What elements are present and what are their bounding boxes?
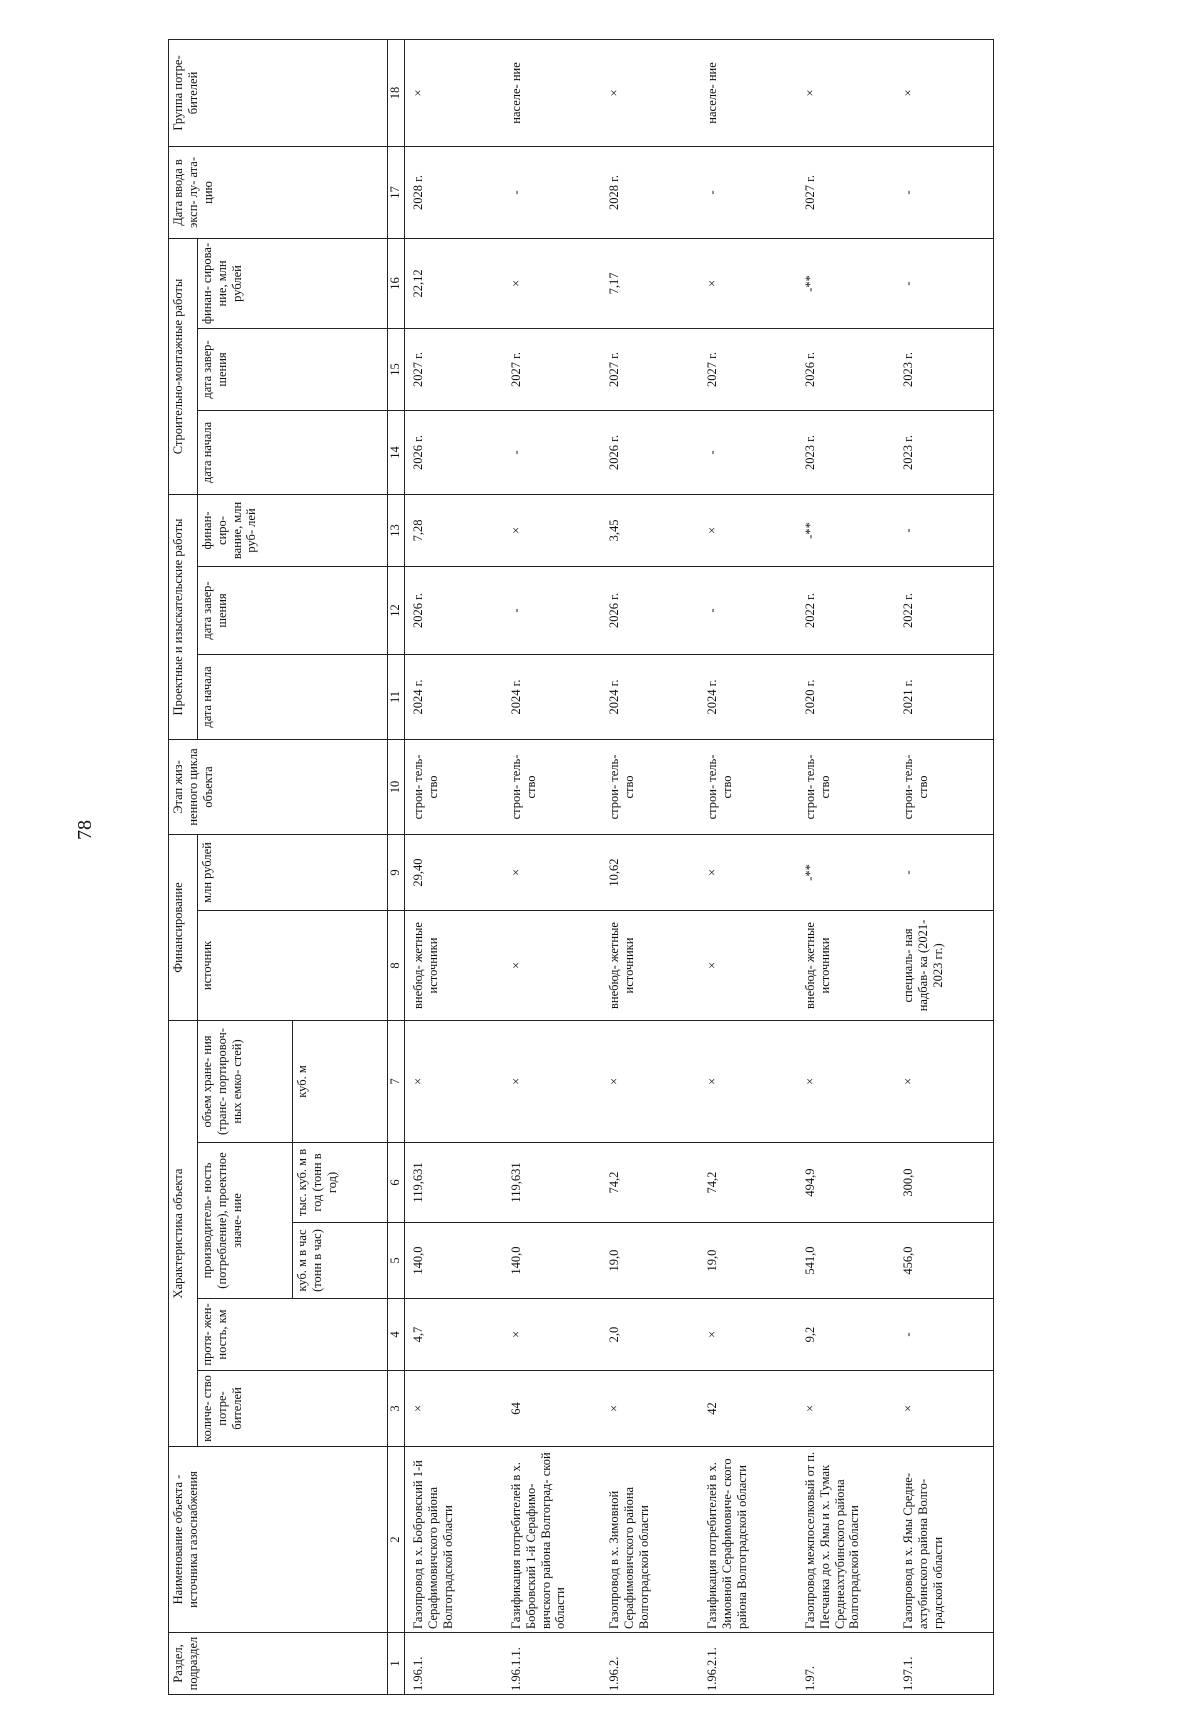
- header-capacity-year: тыс. куб. м в год (тонн в год): [293, 1143, 388, 1223]
- construction-start-cell: 2026 г.: [405, 410, 504, 494]
- column-number: 12: [388, 566, 405, 654]
- construction-start-cell: 2023 г.: [895, 410, 994, 494]
- consumer-group-cell: населе- ние: [699, 39, 797, 146]
- header-design-end: дата завер- шения: [198, 566, 388, 654]
- financing-source-cell: внебюд- жетные источники: [405, 911, 504, 1021]
- table-row: [699, 39, 797, 1694]
- gas-supply-table: [168, 39, 994, 1695]
- commission-date-cell: -: [699, 146, 797, 238]
- design-financing-cell: 7,28: [405, 494, 504, 566]
- object-name: Газопровод в х. Зимовной Серафимовичского района Волгоградской области: [601, 1447, 699, 1633]
- commission-date-cell: 2028 г.: [405, 146, 504, 238]
- construction-start-cell: -: [503, 410, 601, 494]
- storage-cell: ×: [405, 1021, 504, 1143]
- column-number: 7: [388, 1021, 405, 1143]
- header-source: источник: [198, 911, 388, 1021]
- storage-cell: ×: [797, 1021, 895, 1143]
- table-row: [405, 39, 504, 1694]
- column-number: 5: [388, 1223, 405, 1299]
- consumers-count-cell: ×: [895, 1371, 994, 1447]
- financing-source-cell: внебюд- жетные источники: [601, 911, 699, 1021]
- consumers-count-cell: 64: [503, 1371, 601, 1447]
- construction-start-cell: -: [699, 410, 797, 494]
- column-number-row: [388, 39, 405, 1694]
- design-start-cell: 2024 г.: [503, 654, 601, 739]
- header-construction-works: Строительно-монтажные работы: [169, 238, 198, 494]
- construction-financing-cell: ×: [699, 238, 797, 328]
- column-number: 16: [388, 238, 405, 328]
- object-name: Газопровод в х. Ямы Средне- ахтубинского района Волго- градской области: [895, 1447, 994, 1633]
- header-construction-end: дата завер- шения: [198, 328, 388, 410]
- column-number: 3: [388, 1371, 405, 1447]
- capacity-year-cell: 74,2: [699, 1143, 797, 1223]
- construction-end-cell: 2027 г.: [405, 328, 504, 410]
- section-code: 1.97.: [797, 1633, 895, 1695]
- column-number: 4: [388, 1299, 405, 1371]
- design-start-cell: 2021 г.: [895, 654, 994, 739]
- design-start-cell: 2024 г.: [699, 654, 797, 739]
- construction-financing-cell: ×: [503, 238, 601, 328]
- rotated-page-content: [168, 40, 1198, 1695]
- header-consumer-group: Группа потре- бителей: [169, 39, 388, 146]
- capacity-hour-cell: 140,0: [503, 1223, 601, 1299]
- column-number: 17: [388, 146, 405, 238]
- lifecycle-stage-cell: строи- тель- ство: [699, 739, 797, 834]
- consumers-count-cell: ×: [797, 1371, 895, 1447]
- column-number: 18: [388, 39, 405, 146]
- column-number: 1: [388, 1633, 405, 1695]
- lifecycle-stage-cell: строи- тель- ство: [405, 739, 504, 834]
- consumers-count-cell: ×: [405, 1371, 504, 1447]
- lifecycle-stage-cell: строи- тель- ство: [601, 739, 699, 834]
- design-end-cell: 2026 г.: [405, 566, 504, 654]
- header-capacity-hour: куб. м в час (тонн в час): [293, 1223, 388, 1299]
- header-construction-start: дата начала: [198, 410, 388, 494]
- header-characteristics: Характеристика объекта: [169, 1021, 198, 1447]
- object-name: Газопровод межпоселковый от п. Песчанка до х. Ямы и х. Тумак Среднеахтубинского района Волгоградской области: [797, 1447, 895, 1633]
- consumers-count-cell: 42: [699, 1371, 797, 1447]
- construction-end-cell: 2023 г.: [895, 328, 994, 410]
- storage-cell: ×: [699, 1021, 797, 1143]
- design-end-cell: -: [699, 566, 797, 654]
- capacity-hour-cell: 456,0: [895, 1223, 994, 1299]
- header-mln-rub: млн рублей: [198, 834, 388, 910]
- design-end-cell: 2022 г.: [895, 566, 994, 654]
- storage-cell: ×: [503, 1021, 601, 1143]
- column-number: 2: [388, 1447, 405, 1633]
- header-construction-financing: финан- сирова- ние, млн рублей: [198, 238, 388, 328]
- column-number: 9: [388, 834, 405, 910]
- consumer-group-cell: ×: [601, 39, 699, 146]
- column-number: 8: [388, 911, 405, 1021]
- length-cell: ×: [503, 1299, 601, 1371]
- capacity-hour-cell: 19,0: [699, 1223, 797, 1299]
- design-financing-cell: -: [895, 494, 994, 566]
- commission-date-cell: 2027 г.: [797, 146, 895, 238]
- storage-cell: ×: [601, 1021, 699, 1143]
- header-name: Наименование объекта - источника газоснабжения: [169, 1447, 388, 1633]
- design-end-cell: -: [503, 566, 601, 654]
- capacity-hour-cell: 19,0: [601, 1223, 699, 1299]
- financing-mln-cell: 10,62: [601, 834, 699, 910]
- capacity-year-cell: 119,631: [405, 1143, 504, 1223]
- header-design-financing: финан- сиро- вание, млн руб- лей: [198, 494, 388, 566]
- financing-source-cell: ×: [699, 911, 797, 1021]
- capacity-year-cell: 494,9: [797, 1143, 895, 1223]
- design-end-cell: 2026 г.: [601, 566, 699, 654]
- consumer-group-cell: ×: [405, 39, 504, 146]
- design-financing-cell: -**: [797, 494, 895, 566]
- design-financing-cell: ×: [699, 494, 797, 566]
- financing-source-cell: внебюд- жетные источники: [797, 911, 895, 1021]
- header-financing: Финансирование: [169, 834, 198, 1020]
- header-capacity: производитель- ность (потребление), проектное значе- ние: [198, 1143, 293, 1299]
- length-cell: -: [895, 1299, 994, 1371]
- header-storage: объем хране- ния (транс- портировоч- ных емко- стей): [198, 1021, 293, 1143]
- financing-source-cell: ×: [503, 911, 601, 1021]
- header-length: протя- жен- ность, км: [198, 1299, 388, 1371]
- object-name: Газификация потребителей в х. Зимовной Серафимовиче- ского района Волгоградской области: [699, 1447, 797, 1633]
- construction-financing-cell: 7,17: [601, 238, 699, 328]
- construction-end-cell: 2027 г.: [503, 328, 601, 410]
- financing-mln-cell: -**: [797, 834, 895, 910]
- construction-end-cell: 2027 г.: [699, 328, 797, 410]
- consumer-group-cell: населе- ние: [503, 39, 601, 146]
- section-code: 1.97.1.: [895, 1633, 994, 1695]
- lifecycle-stage-cell: строи- тель- ство: [503, 739, 601, 834]
- commission-date-cell: 2028 г.: [601, 146, 699, 238]
- header-stage: Этап жиз- ненного цикла объекта: [169, 739, 388, 834]
- column-number: 6: [388, 1143, 405, 1223]
- lifecycle-stage-cell: строи- тель- ство: [797, 739, 895, 834]
- financing-mln-cell: 29,40: [405, 834, 504, 910]
- capacity-year-cell: 119,631: [503, 1143, 601, 1223]
- consumers-count-cell: ×: [601, 1371, 699, 1447]
- capacity-hour-cell: 140,0: [405, 1223, 504, 1299]
- length-cell: 9,2: [797, 1299, 895, 1371]
- design-start-cell: 2024 г.: [601, 654, 699, 739]
- financing-source-cell: специаль- ная надбав- ка (2021- 2023 гг.): [895, 911, 994, 1021]
- consumer-group-cell: ×: [895, 39, 994, 146]
- page-number: 78: [74, 820, 96, 840]
- construction-financing-cell: 22,12: [405, 238, 504, 328]
- column-number: 11: [388, 654, 405, 739]
- table-row: [503, 39, 601, 1694]
- header-design-start: дата начала: [198, 654, 388, 739]
- construction-financing-cell: -**: [797, 238, 895, 328]
- construction-end-cell: 2027 г.: [601, 328, 699, 410]
- capacity-year-cell: 300,0: [895, 1143, 994, 1223]
- lifecycle-stage-cell: строи- тель- ство: [895, 739, 994, 834]
- design-start-cell: 2024 г.: [405, 654, 504, 739]
- column-number: 15: [388, 328, 405, 410]
- column-number: 13: [388, 494, 405, 566]
- table-row: [895, 39, 994, 1694]
- column-number: 10: [388, 739, 405, 834]
- section-code: 1.96.2.1.: [699, 1633, 797, 1695]
- financing-mln-cell: -: [895, 834, 994, 910]
- header-storage-unit: куб. м: [293, 1021, 388, 1143]
- table-row: [601, 39, 699, 1694]
- design-start-cell: 2020 г.: [797, 654, 895, 739]
- design-financing-cell: 3,45: [601, 494, 699, 566]
- storage-cell: ×: [895, 1021, 994, 1143]
- commission-date-cell: -: [503, 146, 601, 238]
- consumer-group-cell: ×: [797, 39, 895, 146]
- financing-mln-cell: ×: [699, 834, 797, 910]
- section-code: 1.96.1.1.: [503, 1633, 601, 1695]
- object-name: Газификация потребителей в х. Бобровский 1-й Серафимо- вичского района Волгоград- ской области: [503, 1447, 601, 1633]
- header-design-works: Проектные и изыскательские работы: [169, 494, 198, 739]
- header-section: Раздел, подраздел: [169, 1633, 388, 1695]
- financing-mln-cell: ×: [503, 834, 601, 910]
- object-name: Газопровод в х. Бобровский 1-й Серафимовичского района Волгоградской области: [405, 1447, 504, 1633]
- construction-start-cell: 2023 г.: [797, 410, 895, 494]
- column-number: 14: [388, 410, 405, 494]
- table-row: [797, 39, 895, 1694]
- commission-date-cell: -: [895, 146, 994, 238]
- design-end-cell: 2022 г.: [797, 566, 895, 654]
- design-financing-cell: ×: [503, 494, 601, 566]
- capacity-hour-cell: 541,0: [797, 1223, 895, 1299]
- table-body: [405, 39, 994, 1694]
- length-cell: ×: [699, 1299, 797, 1371]
- header-commission-date: Дата ввода в эксп- лу- ата- цию: [169, 146, 388, 238]
- header-consumers-count: количе- ство потре- бителей: [198, 1371, 388, 1447]
- length-cell: 4,7: [405, 1299, 504, 1371]
- section-code: 1.96.1.: [405, 1633, 504, 1695]
- construction-start-cell: 2026 г.: [601, 410, 699, 494]
- construction-end-cell: 2026 г.: [797, 328, 895, 410]
- capacity-year-cell: 74,2: [601, 1143, 699, 1223]
- length-cell: 2,0: [601, 1299, 699, 1371]
- construction-financing-cell: -: [895, 238, 994, 328]
- section-code: 1.96.2.: [601, 1633, 699, 1695]
